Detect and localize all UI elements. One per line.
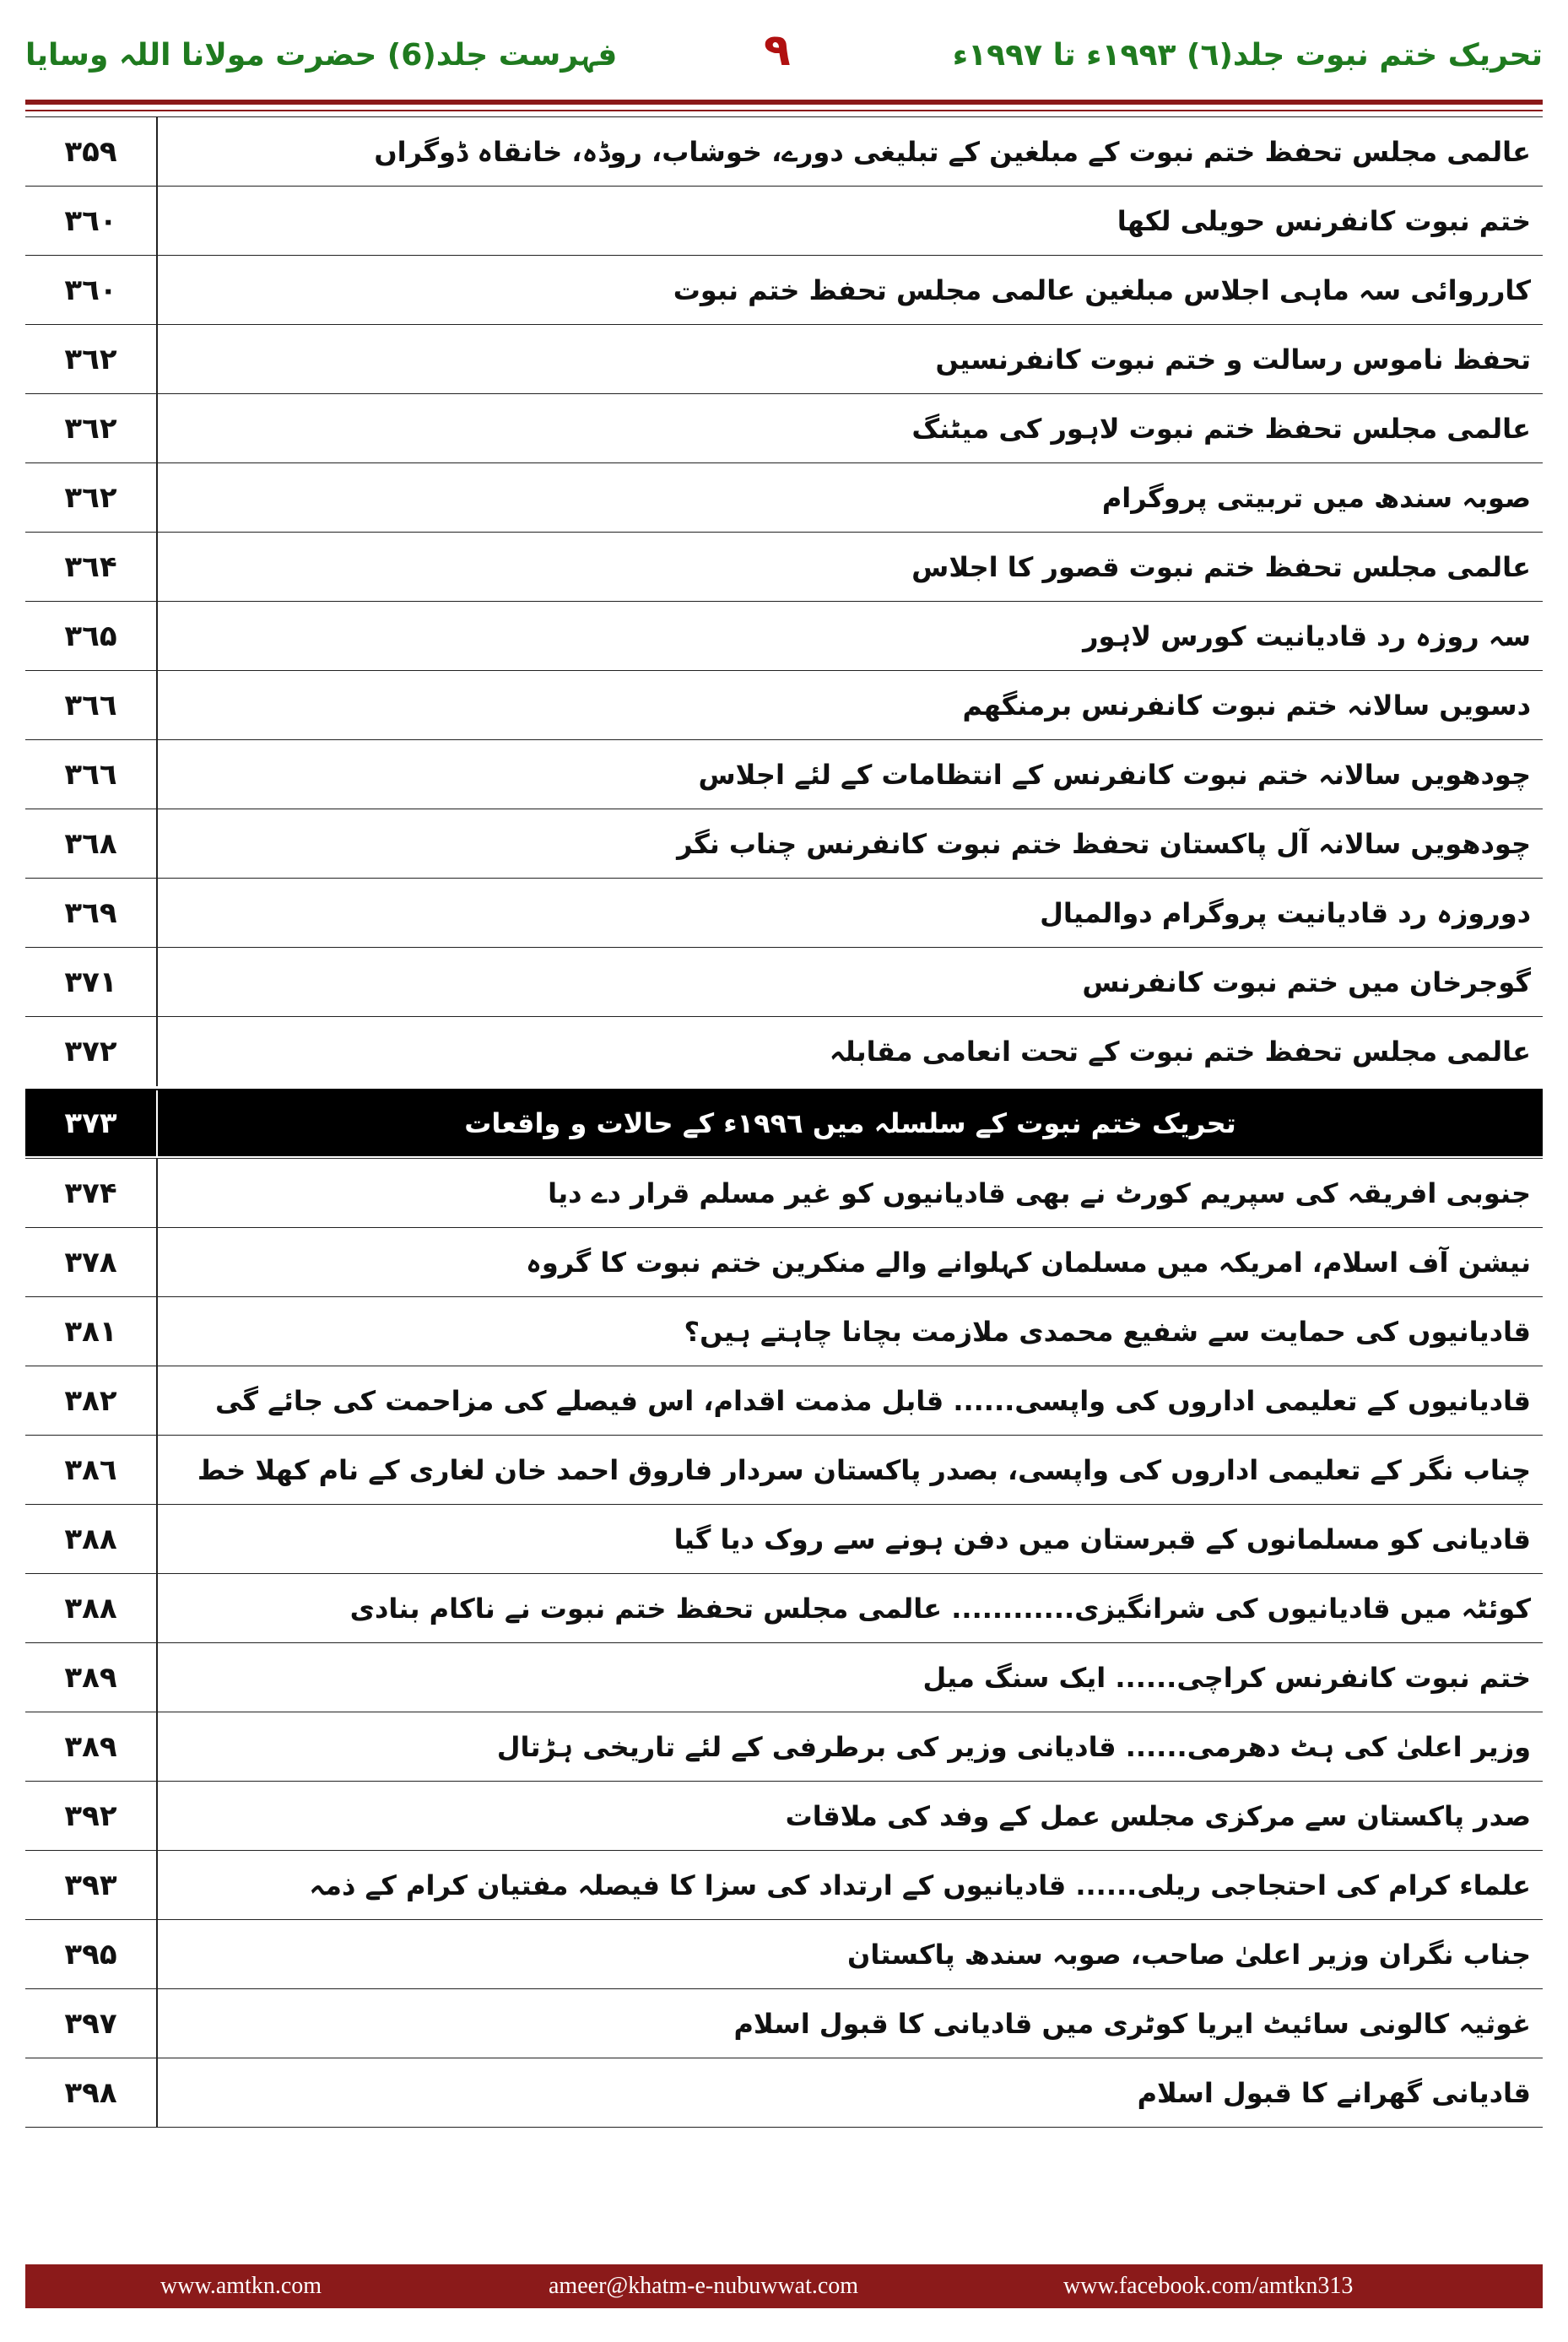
entry-page-number: ۳۹۷ — [25, 1989, 158, 2058]
table-row — [25, 2058, 1543, 2128]
table-row — [25, 670, 1543, 740]
entry-page-number: ۳٦٦ — [25, 671, 158, 740]
footer-facebook: www.facebook.com/amtkn313 — [1063, 2273, 1354, 2299]
entry-page-number: ۳۵۹ — [25, 117, 158, 187]
entry-title: دسویں سالانہ ختم نبوت کانفرنس برمنگھم — [962, 690, 1531, 722]
table-row — [25, 1988, 1543, 2058]
table-row — [25, 1712, 1543, 1782]
section-title: تحریک ختم نبوت کے سلسلہ میں ۱۹۹٦ء کے حالات و واقعات — [464, 1107, 1236, 1139]
entry-page-number: ۳۹۸ — [25, 2058, 158, 2128]
page-header — [0, 0, 1568, 93]
table-row — [25, 393, 1543, 463]
entry-page-number: ۳٦۰ — [25, 256, 158, 325]
entry-title: گوجرخان میں ختم نبوت کانفرنس — [1082, 966, 1531, 998]
entry-title: صدر پاکستان سے مرکزی مجلس عمل کے وفد کی ملاقات — [785, 1800, 1531, 1832]
table-row — [25, 1435, 1543, 1505]
entry-title: جناب نگران وزیر اعلیٰ صاحب، صوبہ سندھ پاکستان — [847, 1939, 1531, 1971]
entry-title: صوبہ سندھ میں تربیتی پروگرام — [1101, 482, 1531, 514]
entry-title: قادیانی کو مسلمانوں کے قبرستان میں دفن ہونے سے روک دیا گیا — [673, 1523, 1531, 1555]
table-row — [25, 1366, 1543, 1436]
entry-page-number: ۳۹۳ — [25, 1851, 158, 1920]
table-bottom-border — [25, 2127, 1543, 2128]
table-row — [25, 878, 1543, 948]
table-row — [25, 116, 1543, 187]
table-row — [25, 1016, 1543, 1086]
entry-page-number: ۳۷۴ — [25, 1159, 158, 1228]
table-row — [25, 1573, 1543, 1643]
entry-page-number: ۳٦۴ — [25, 533, 158, 602]
entry-title: چودھویں سالانہ ختم نبوت کانفرنس کے انتظامات کے لئے اجلاس — [698, 759, 1531, 791]
table-row — [25, 532, 1543, 602]
entry-page-number: ۳٦۲ — [25, 394, 158, 463]
entry-title: دوروزہ رد قادیانیت پروگرام دوالمیال — [1040, 897, 1531, 929]
entry-title: عالمی مجلس تحفظ ختم نبوت کے تحت انعامی مقابلہ — [829, 1036, 1531, 1068]
table-row — [25, 1781, 1543, 1851]
entry-title: ختم نبوت کانفرنس حویلی لکھا — [1117, 205, 1531, 237]
table-row — [25, 1504, 1543, 1574]
entry-page-number: ۳۸۱ — [25, 1297, 158, 1366]
entry-title: غوثیہ کالونی سائیٹ ایریا کوٹری میں قادیانی کا قبول اسلام — [733, 2008, 1531, 2040]
entry-title: عالمی مجلس تحفظ ختم نبوت کے مبلغین کے تبلیغی دورے، خوشاب، روڈہ، خانقاہ ڈوگراں — [374, 136, 1531, 168]
table-row — [25, 1227, 1543, 1297]
entry-title: عالمی مجلس تحفظ ختم نبوت قصور کا اجلاس — [911, 551, 1531, 583]
table-row — [25, 1850, 1543, 1920]
entry-title: تحفظ ناموس رسالت و ختم نبوت کانفرنسیں — [935, 343, 1531, 376]
table-row — [25, 1642, 1543, 1712]
entry-page-number: ۳٦۲ — [25, 325, 158, 394]
entry-page-number: ۳٦۲ — [25, 463, 158, 533]
entry-page-number: ۳۹۵ — [25, 1920, 158, 1989]
footer-website: www.amtkn.com — [160, 2273, 322, 2299]
entry-title: کوئٹہ میں قادیانیوں کی شرانگیزی............ عالمی مجلس تحفظ ختم نبوت نے ناکام بنادی — [349, 1593, 1531, 1625]
entry-title: سہ روزہ رد قادیانیت کورس لاہور — [1083, 620, 1531, 652]
entry-title: ختم نبوت کانفرنس کراچی...... ایک سنگ میل — [922, 1662, 1531, 1694]
entry-title: علماء کرام کی احتجاجی ریلی...... قادیانیوں کے ارتداد کی سزا کا فیصلہ مفتیان کرام کے ذمہ — [309, 1869, 1531, 1901]
entry-title: وزیر اعلیٰ کی ہٹ دھرمی...... قادیانی وزیر کی برطرفی کے لئے تاریخی ہڑتال — [496, 1731, 1531, 1763]
table-row — [25, 1158, 1543, 1228]
entry-page-number: ۳٦۰ — [25, 187, 158, 256]
page-number: ۹ — [764, 25, 791, 76]
entry-page-number: ۳۸۹ — [25, 1643, 158, 1712]
entry-page-number: ۳٦۵ — [25, 602, 158, 671]
entry-title: قادیانیوں کی حمایت سے شفیع محمدی ملازمت بچانا چاہتے ہیں؟ — [684, 1316, 1531, 1348]
table-row — [25, 186, 1543, 256]
entry-title: قادیانی گھرانے کا قبول اسلام — [1137, 2077, 1531, 2109]
table-row — [25, 255, 1543, 325]
entry-page-number: ۳۸۸ — [25, 1574, 158, 1643]
table-row — [25, 324, 1543, 394]
entry-page-number: ۳٦۸ — [25, 809, 158, 879]
entry-page-number: ۳۸۹ — [25, 1712, 158, 1782]
entry-page-number: ۳۷۲ — [25, 1017, 158, 1086]
entry-title: چودھویں سالانہ آل پاکستان تحفظ ختم نبوت کانفرنس چناب نگر — [677, 828, 1531, 860]
entry-page-number: ۳۹۲ — [25, 1782, 158, 1851]
table-row — [25, 1296, 1543, 1366]
entry-title: نیشن آف اسلام، امریکہ میں مسلمان کہلوانے والے منکرین ختم نبوت کا گروہ — [526, 1247, 1531, 1279]
header-book-title: تحریک ختم نبوت جلد(٦) ۱۹۹۳ء تا ۱۹۹۷ء — [952, 38, 1543, 73]
section-page-number: ۳۷۳ — [25, 1090, 158, 1156]
table-row — [25, 739, 1543, 809]
entry-title: کارروائی سہ ماہی اجلاس مبلغین عالمی مجلس تحفظ ختم نبوت — [673, 274, 1531, 306]
entry-title: جنوبی افریقہ کی سپریم کورٹ نے بھی قادیانیوں کو غیر مسلم قرار دے دیا — [548, 1177, 1531, 1209]
table-row — [25, 601, 1543, 671]
entry-title: چناب نگر کے تعلیمی اداروں کی واپسی، بصدر پاکستان سردار فاروق احمد خان لغاری کے نام کھلا خط — [197, 1454, 1531, 1486]
entry-page-number: ۳۸۲ — [25, 1366, 158, 1436]
entry-page-number: ۳۷۱ — [25, 948, 158, 1017]
entry-page-number: ۳٦۹ — [25, 879, 158, 948]
entry-page-number: ۳٦٦ — [25, 740, 158, 809]
table-row — [25, 462, 1543, 533]
header-volume-index: فہرست جلد(6) حضرت مولانا اللہ وسایا — [25, 38, 618, 73]
header-rule-thin — [25, 110, 1543, 111]
entry-title: عالمی مجلس تحفظ ختم نبوت لاہور کی میٹنگ — [911, 413, 1531, 445]
entry-page-number: ۳۸٦ — [25, 1436, 158, 1505]
page-footer — [25, 2264, 1543, 2308]
table-row — [25, 947, 1543, 1017]
header-rule — [25, 100, 1543, 105]
entry-page-number: ۳۷۸ — [25, 1228, 158, 1297]
table-row — [25, 1919, 1543, 1989]
section-heading-row — [25, 1089, 1543, 1156]
entry-title: قادیانیوں کے تعلیمی اداروں کی واپسی...... قابل مذمت اقدام، اس فیصلے کی مزاحمت کی جائے گی — [215, 1385, 1531, 1417]
table-row — [25, 809, 1543, 879]
footer-email: ameer@khatm-e-nubuwwat.com — [549, 2273, 859, 2299]
entry-page-number: ۳۸۸ — [25, 1505, 158, 1574]
